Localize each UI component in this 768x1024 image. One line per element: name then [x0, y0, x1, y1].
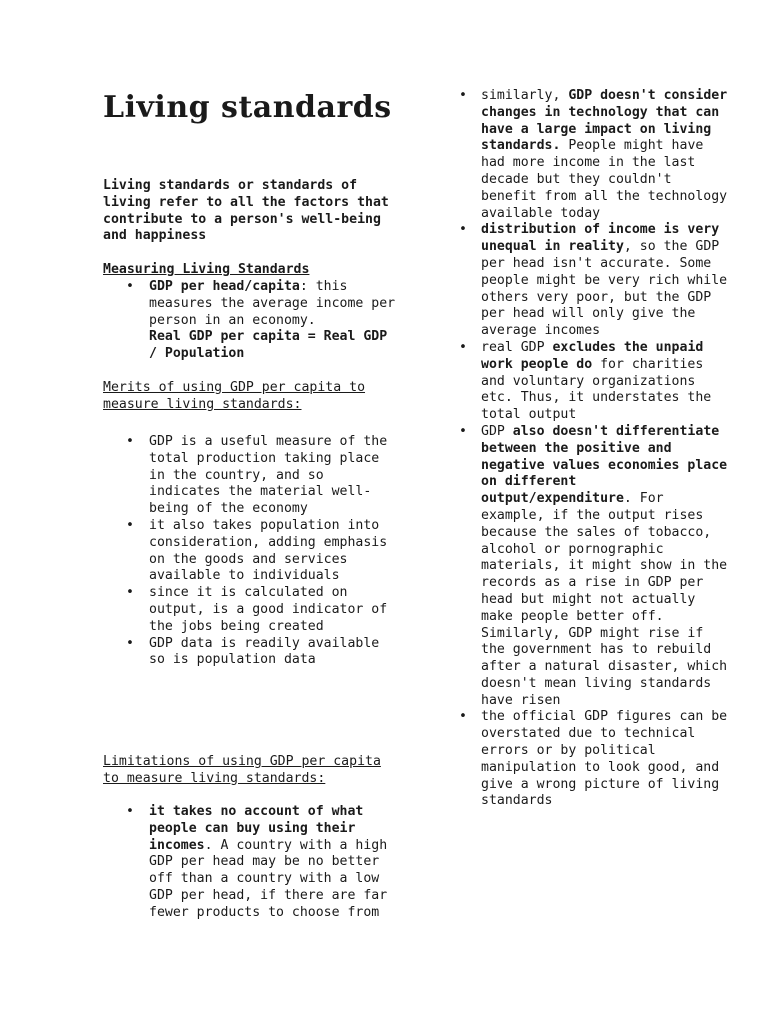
limitations-heading: Limitations of using GDP per capita to measure living standards: [103, 754, 381, 786]
gdp-term: GDP per head/capita [149, 279, 300, 294]
item-text: similarly, [481, 88, 569, 103]
list-item: • it also takes population into consideration, adding emphasis on the goods and services available to individuals [103, 518, 403, 585]
list-item [103, 279, 403, 363]
list-item [457, 709, 729, 810]
item-bold: distribution of income is very unequal in reality [481, 222, 720, 255]
item-text: the official GDP figures can be overstated due to technical errors or by political manipulation to look good, and give a wrong picture of living standards [481, 709, 728, 809]
item-text: real GDP [481, 339, 553, 355]
merits-heading: Merits of using GDP per capita to measure living standards: [103, 380, 366, 412]
intro-text: Living standards or standards of living refer to all the factors that contribute to a person's well-being and happiness [103, 178, 389, 244]
item-text: GDP [481, 423, 513, 439]
gdp-formula: Real GDP per capita = Real GDP / Population [149, 329, 388, 362]
list-item: • GDP data is readily available so is population data [103, 636, 403, 670]
measuring-heading: Measuring Living Standards [103, 262, 310, 277]
merits-list [103, 434, 403, 669]
limitations-list-continued [457, 88, 729, 810]
limitations-list [103, 804, 403, 922]
list-item: • since it is calculated on output, is a good indicator of the jobs being created [103, 585, 403, 635]
item-text: People might have had more income in the last decade but they couldn't benefit from all the technology available today [481, 138, 728, 221]
list-item [457, 88, 729, 222]
item-text: , so the GDP per head isn't accurate. Some people might be very rich while others very poor, but the GDP per head will only give the average incomes [481, 239, 728, 339]
list-item [457, 340, 729, 424]
page-title: Living standards [103, 90, 392, 125]
item-bold: excludes the unpaid work people do [481, 339, 704, 372]
item-bold: also doesn't differentiate between the positive and negative values economies place on different output/expenditure [481, 423, 728, 507]
list-item [103, 804, 403, 922]
measuring-list [103, 279, 403, 363]
item-text: . For example, if the output rises because the sales of tobacco, alcohol or pornographic materials, it might show in the records as a rise in GDP per head but might not actually make people better off. Similarly, GDP might rise if the government has to rebuild after a natural disaster, which doesn't mean living standards have risen [481, 491, 728, 708]
list-item [457, 222, 729, 340]
list-item [457, 424, 729, 710]
item-bold: GDP doesn't consider changes in technology that can have a large impact on living standards. [481, 88, 728, 154]
gdp-definition: : this measures the average income per person in an economy. [149, 279, 396, 328]
list-item: • GDP is a useful measure of the total production taking place in the country, and so indicates the material well-being of the economy [103, 434, 403, 518]
limitation-bold: it takes no account of what people can buy using their incomes [149, 804, 364, 853]
limitation-text: . A country with a high GDP per head may be no better off than a country with a low GDP per head, if there are far fewer products to choose from [149, 837, 388, 920]
item-text: for charities and voluntary organizations etc. Thus, it understates the total output [481, 356, 712, 423]
